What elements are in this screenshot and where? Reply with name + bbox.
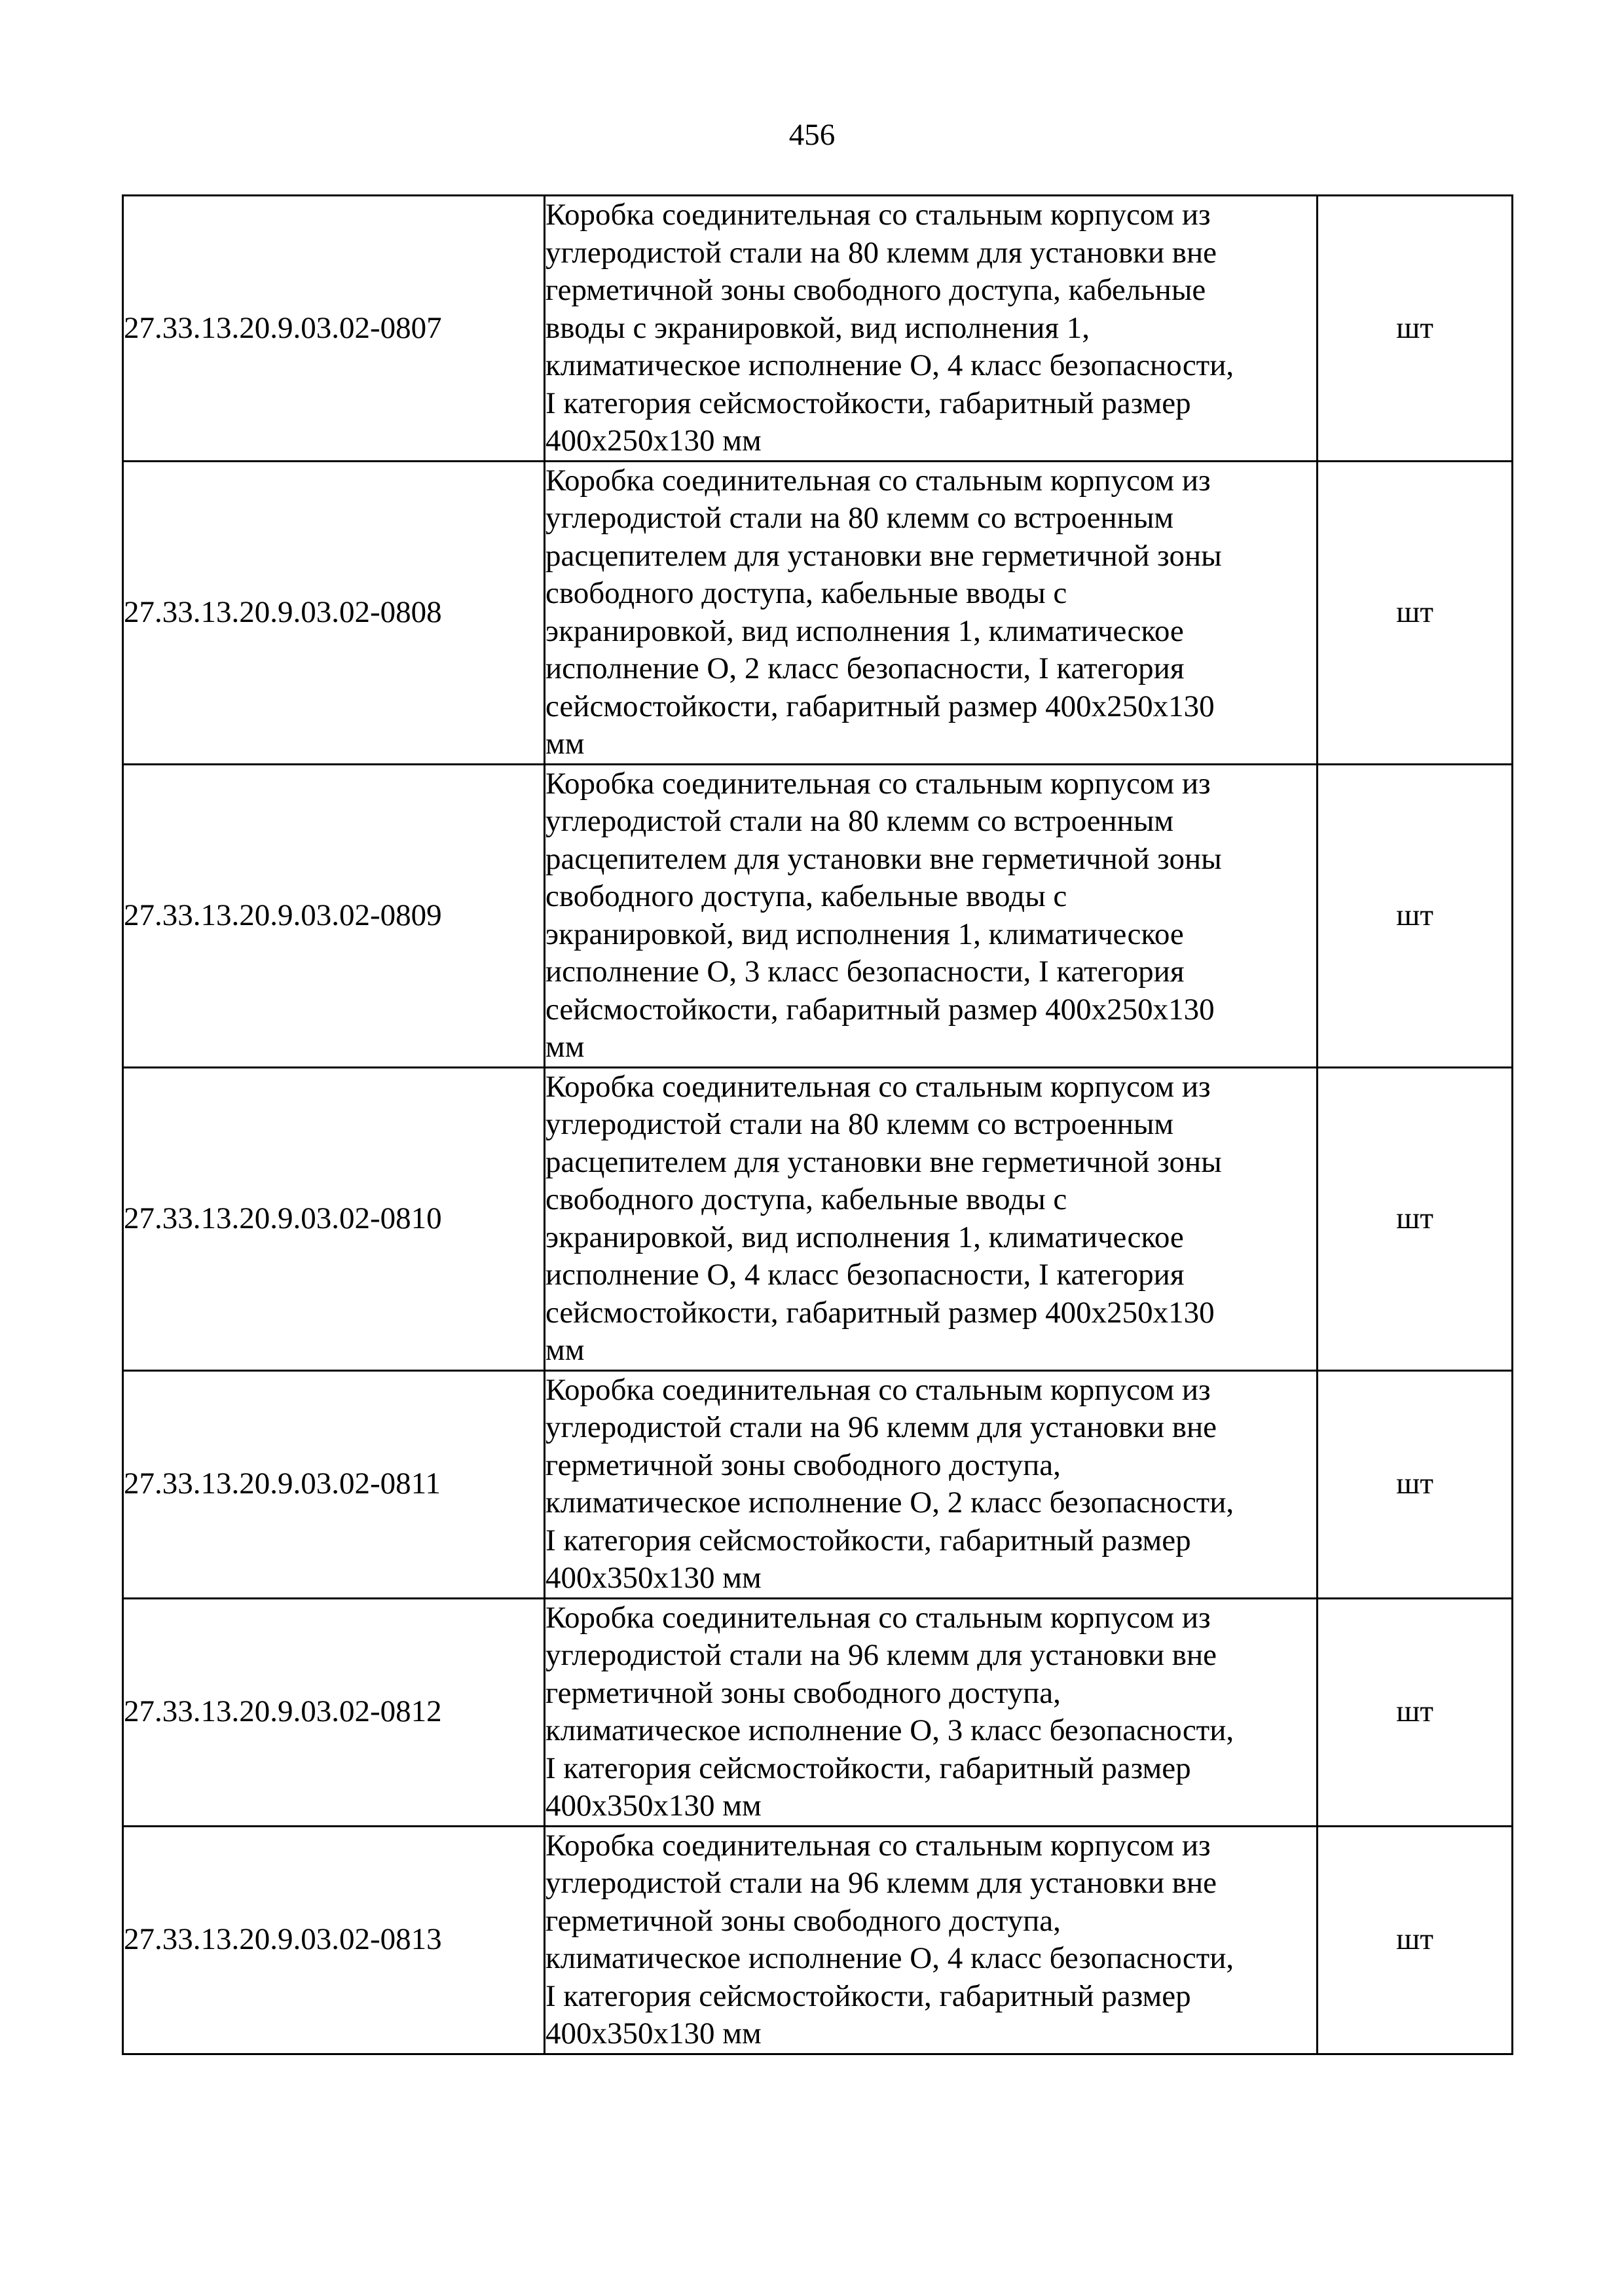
item-unit: шт	[1318, 1826, 1513, 2054]
item-description: Коробка соединительная со стальным корпусом из углеродистой стали на 80 клемм со встроенным расцепителем для установки вне герметичной зоны свободного доступа, кабельные вводы с экранировкой, вид исполнения 1, климатическое исполнение О, 2 класс безопасности, I категория сейсмостойкости, габаритный размер 400х250х130 мм	[545, 461, 1318, 764]
table-row	[123, 1826, 1513, 2054]
item-unit: шт	[1318, 1370, 1513, 1598]
table-row	[123, 461, 1513, 764]
item-code: 27.33.13.20.9.03.02-0810	[123, 1067, 545, 1370]
item-code: 27.33.13.20.9.03.02-0809	[123, 764, 545, 1067]
item-description: Коробка соединительная со стальным корпусом из углеродистой стали на 96 клемм для установки вне герметичной зоны свободного доступа, климатическое исполнение О, 3 класс безопасности, I категория сейсмостойкости, габаритный размер 400х350х130 мм	[545, 1598, 1318, 1826]
item-unit: шт	[1318, 1067, 1513, 1370]
item-description: Коробка соединительная со стальным корпусом из углеродистой стали на 80 клемм со встроенным расцепителем для установки вне герметичной зоны свободного доступа, кабельные вводы с экранировкой, вид исполнения 1, климатическое исполнение О, 4 класс безопасности, I категория сейсмостойкости, габаритный размер 400х250х130 мм	[545, 1067, 1318, 1370]
item-code: 27.33.13.20.9.03.02-0807	[123, 196, 545, 462]
table-row	[123, 1370, 1513, 1598]
catalog-table	[122, 194, 1513, 2055]
item-unit: шт	[1318, 196, 1513, 462]
item-description: Коробка соединительная со стальным корпусом из углеродистой стали на 96 клемм для установки вне герметичной зоны свободного доступа, климатическое исполнение О, 4 класс безопасности, I категория сейсмостойкости, габаритный размер 400х350х130 мм	[545, 1826, 1318, 2054]
item-code: 27.33.13.20.9.03.02-0813	[123, 1826, 545, 2054]
table-row	[123, 196, 1513, 462]
item-unit: шт	[1318, 1598, 1513, 1826]
table-row	[123, 1598, 1513, 1826]
table-row	[123, 1067, 1513, 1370]
item-unit: шт	[1318, 461, 1513, 764]
table-row	[123, 764, 1513, 1067]
item-description: Коробка соединительная со стальным корпусом из углеродистой стали на 96 клемм для установки вне герметичной зоны свободного доступа, климатическое исполнение О, 2 класс безопасности, I категория сейсмостойкости, габаритный размер 400х350х130 мм	[545, 1370, 1318, 1598]
page-number: 456	[788, 118, 836, 152]
item-code: 27.33.13.20.9.03.02-0812	[123, 1598, 545, 1826]
item-unit: шт	[1318, 764, 1513, 1067]
item-description: Коробка соединительная со стальным корпусом из углеродистой стали на 80 клемм для установки вне герметичной зоны свободного доступа, кабельные вводы с экранировкой, вид исполнения 1, климатическое исполнение О, 4 класс безопасности, I категория сейсмостойкости, габаритный размер 400х250х130 мм	[545, 196, 1318, 462]
item-description: Коробка соединительная со стальным корпусом из углеродистой стали на 80 клемм со встроенным расцепителем для установки вне герметичной зоны свободного доступа, кабельные вводы с экранировкой, вид исполнения 1, климатическое исполнение О, 3 класс безопасности, I категория сейсмостойкости, габаритный размер 400х250х130 мм	[545, 764, 1318, 1067]
item-code: 27.33.13.20.9.03.02-0811	[123, 1370, 545, 1598]
item-code: 27.33.13.20.9.03.02-0808	[123, 461, 545, 764]
